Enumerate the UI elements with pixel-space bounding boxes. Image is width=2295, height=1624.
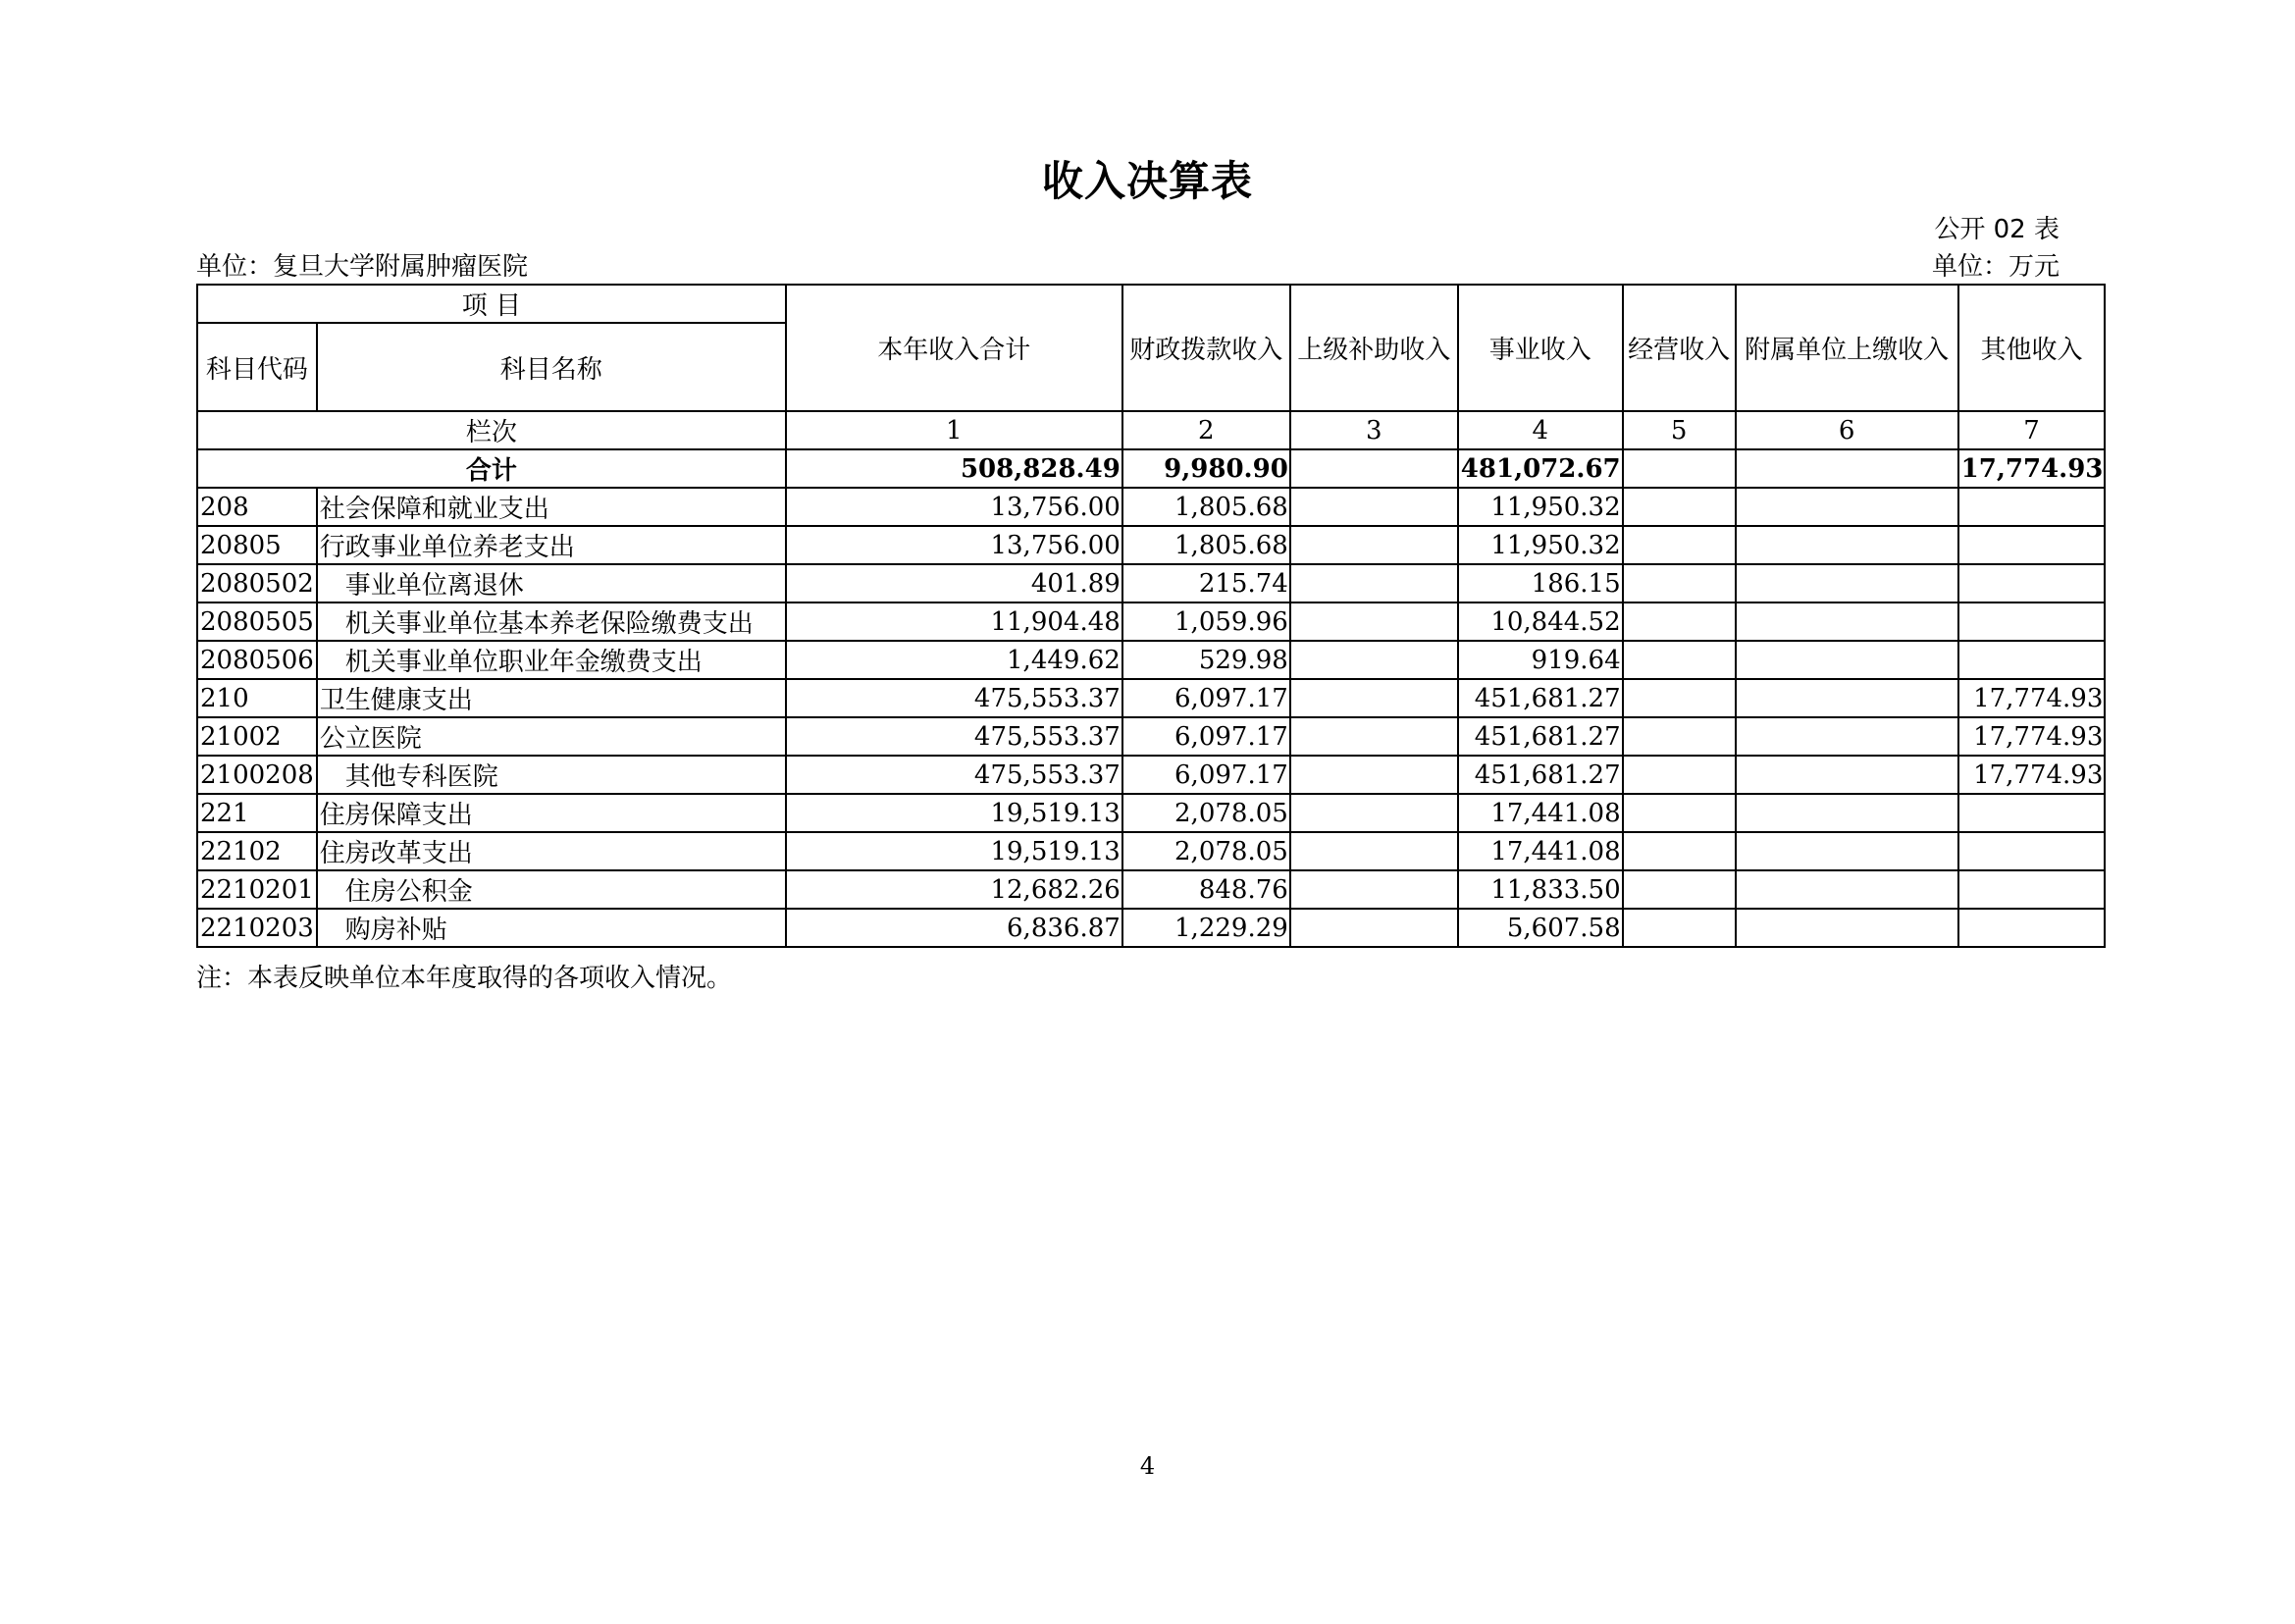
amount-cell [1290, 794, 1458, 832]
subject-code: 210 [197, 679, 317, 717]
amount-cell: 848.76 [1122, 870, 1290, 909]
amount-cell [1736, 870, 1958, 909]
amount-cell [1958, 602, 2106, 641]
amount-cell: 451,681.27 [1458, 717, 1623, 756]
income-final-accounts-table [196, 284, 2106, 948]
amount-cell: 451,681.27 [1458, 756, 1623, 794]
amount-cell: 2,078.05 [1122, 832, 1290, 870]
amount-cell: 11,904.48 [786, 602, 1122, 641]
amount-cell: 17,774.93 [1958, 679, 2106, 717]
amount-cell: 215.74 [1122, 564, 1290, 602]
amount-cell [1290, 909, 1458, 947]
subject-name: 住房改革支出 [317, 832, 786, 870]
amount-cell: 11,950.32 [1458, 526, 1623, 564]
amount-cell [1736, 679, 1958, 717]
amount-cell [1623, 526, 1736, 564]
total-value [1290, 449, 1458, 488]
header-column-no-label: 栏次 [197, 411, 786, 449]
subject-code: 21002 [197, 717, 317, 756]
amount-cell [1623, 564, 1736, 602]
column-number: 2 [1122, 411, 1290, 449]
column-number: 7 [1958, 411, 2106, 449]
column-number: 3 [1290, 411, 1458, 449]
amount-cell [1290, 564, 1458, 602]
subject-name: 购房补贴 [317, 909, 786, 947]
header-col-affiliated: 附属单位上缴收入 [1736, 285, 1958, 411]
amount-cell [1958, 641, 2106, 679]
amount-cell [1623, 488, 1736, 526]
amount-cell [1623, 794, 1736, 832]
amount-cell [1958, 488, 2106, 526]
subject-code: 2210201 [197, 870, 317, 909]
amount-cell: 13,756.00 [786, 526, 1122, 564]
amount-cell: 1,229.29 [1122, 909, 1290, 947]
amount-cell [1623, 909, 1736, 947]
column-number: 6 [1736, 411, 1958, 449]
amount-cell [1290, 679, 1458, 717]
header-col-total: 本年收入合计 [786, 285, 1122, 411]
form-number: 公开 02 表 [1934, 215, 2060, 244]
amount-cell [1736, 602, 1958, 641]
subject-code: 2080505 [197, 602, 317, 641]
amount-cell: 17,774.93 [1958, 717, 2106, 756]
reporting-unit: 单位：复旦大学附属肿瘤医院 [196, 252, 529, 282]
amount-cell [1290, 526, 1458, 564]
subject-name: 公立医院 [317, 717, 786, 756]
amount-cell [1290, 488, 1458, 526]
subject-code: 2210203 [197, 909, 317, 947]
amount-cell [1290, 870, 1458, 909]
amount-cell: 2,078.05 [1122, 794, 1290, 832]
amount-cell: 475,553.37 [786, 717, 1122, 756]
page-number: 4 [1139, 1452, 1156, 1480]
amount-cell: 529.98 [1122, 641, 1290, 679]
subject-code: 20805 [197, 526, 317, 564]
amount-cell [1290, 756, 1458, 794]
table-row [197, 564, 2105, 602]
amount-cell [1290, 832, 1458, 870]
total-row [197, 449, 2105, 488]
amount-cell: 6,097.17 [1122, 756, 1290, 794]
subject-name: 机关事业单位基本养老保险缴费支出 [317, 602, 786, 641]
table-note: 注：本表反映单位本年度取得的各项收入情况。 [196, 964, 733, 993]
header-col-superior: 上级补助收入 [1290, 285, 1458, 411]
amount-cell [1958, 564, 2106, 602]
total-value: 481,072.67 [1458, 449, 1623, 488]
total-value [1736, 449, 1958, 488]
amount-cell: 475,553.37 [786, 756, 1122, 794]
table-body [197, 488, 2105, 947]
column-number: 5 [1623, 411, 1736, 449]
total-label: 合计 [197, 449, 786, 488]
amount-cell: 401.89 [786, 564, 1122, 602]
subject-name: 事业单位离退休 [317, 564, 786, 602]
table-row [197, 717, 2105, 756]
amount-cell [1736, 564, 1958, 602]
table-row [197, 488, 2105, 526]
subject-code: 2100208 [197, 756, 317, 794]
amount-cell [1958, 794, 2106, 832]
amount-cell: 475,553.37 [786, 679, 1122, 717]
amount-cell: 1,059.96 [1122, 602, 1290, 641]
amount-cell [1736, 717, 1958, 756]
column-number: 4 [1458, 411, 1623, 449]
amount-cell: 5,607.58 [1458, 909, 1623, 947]
amount-cell [1736, 832, 1958, 870]
table-row [197, 641, 2105, 679]
amount-cell [1736, 641, 1958, 679]
amount-cell [1290, 717, 1458, 756]
table-row [197, 602, 2105, 641]
table-row [197, 756, 2105, 794]
amount-cell [1958, 870, 2106, 909]
document-title: 收入决算表 [1041, 157, 1253, 205]
amount-cell [1623, 832, 1736, 870]
header-col-business: 事业收入 [1458, 285, 1623, 411]
amount-cell: 6,097.17 [1122, 717, 1290, 756]
amount-cell: 6,836.87 [786, 909, 1122, 947]
amount-cell: 17,441.08 [1458, 832, 1623, 870]
amount-cell [1958, 832, 2106, 870]
amount-cell: 17,774.93 [1958, 756, 2106, 794]
header-name: 科目名称 [317, 323, 786, 411]
amount-cell: 10,844.52 [1458, 602, 1623, 641]
table-row [197, 832, 2105, 870]
subject-name: 社会保障和就业支出 [317, 488, 786, 526]
amount-cell: 451,681.27 [1458, 679, 1623, 717]
subject-name: 其他专科医院 [317, 756, 786, 794]
amount-cell: 12,682.26 [786, 870, 1122, 909]
amount-cell [1958, 909, 2106, 947]
subject-name: 住房公积金 [317, 870, 786, 909]
subject-name: 住房保障支出 [317, 794, 786, 832]
subject-code: 208 [197, 488, 317, 526]
amount-cell [1736, 909, 1958, 947]
table-header [197, 285, 2105, 488]
amount-cell [1623, 602, 1736, 641]
total-value: 9,980.90 [1122, 449, 1290, 488]
amount-cell [1623, 870, 1736, 909]
subject-code: 2080506 [197, 641, 317, 679]
subject-code: 2080502 [197, 564, 317, 602]
amount-cell: 13,756.00 [786, 488, 1122, 526]
amount-cell [1736, 488, 1958, 526]
amount-cell: 1,805.68 [1122, 526, 1290, 564]
amount-cell [1290, 602, 1458, 641]
amount-cell [1736, 756, 1958, 794]
column-number: 1 [786, 411, 1122, 449]
header-item: 项 目 [197, 285, 786, 323]
total-value: 508,828.49 [786, 449, 1122, 488]
subject-name: 行政事业单位养老支出 [317, 526, 786, 564]
table-row [197, 679, 2105, 717]
amount-cell: 19,519.13 [786, 794, 1122, 832]
amount-cell [1623, 756, 1736, 794]
total-value [1623, 449, 1736, 488]
table-row [197, 526, 2105, 564]
header-col-fiscal: 财政拨款收入 [1122, 285, 1290, 411]
header-col-operating: 经营收入 [1623, 285, 1736, 411]
amount-cell: 11,833.50 [1458, 870, 1623, 909]
subject-name: 机关事业单位职业年金缴费支出 [317, 641, 786, 679]
subject-code: 221 [197, 794, 317, 832]
amount-cell: 919.64 [1458, 641, 1623, 679]
amount-cell: 186.15 [1458, 564, 1623, 602]
table-row [197, 909, 2105, 947]
amount-cell: 1,805.68 [1122, 488, 1290, 526]
currency-unit: 单位：万元 [1931, 252, 2060, 282]
amount-cell: 6,097.17 [1122, 679, 1290, 717]
amount-cell [1958, 526, 2106, 564]
subject-code: 22102 [197, 832, 317, 870]
header-col-other: 其他收入 [1958, 285, 2106, 411]
amount-cell [1290, 641, 1458, 679]
amount-cell [1623, 679, 1736, 717]
amount-cell [1736, 526, 1958, 564]
amount-cell [1623, 717, 1736, 756]
amount-cell: 1,449.62 [786, 641, 1122, 679]
amount-cell [1623, 641, 1736, 679]
table-row [197, 794, 2105, 832]
header-code: 科目代码 [197, 323, 317, 411]
amount-cell [1736, 794, 1958, 832]
amount-cell: 19,519.13 [786, 832, 1122, 870]
amount-cell: 11,950.32 [1458, 488, 1623, 526]
amount-cell: 17,441.08 [1458, 794, 1623, 832]
subject-name: 卫生健康支出 [317, 679, 786, 717]
table-row [197, 870, 2105, 909]
total-value: 17,774.93 [1958, 449, 2106, 488]
